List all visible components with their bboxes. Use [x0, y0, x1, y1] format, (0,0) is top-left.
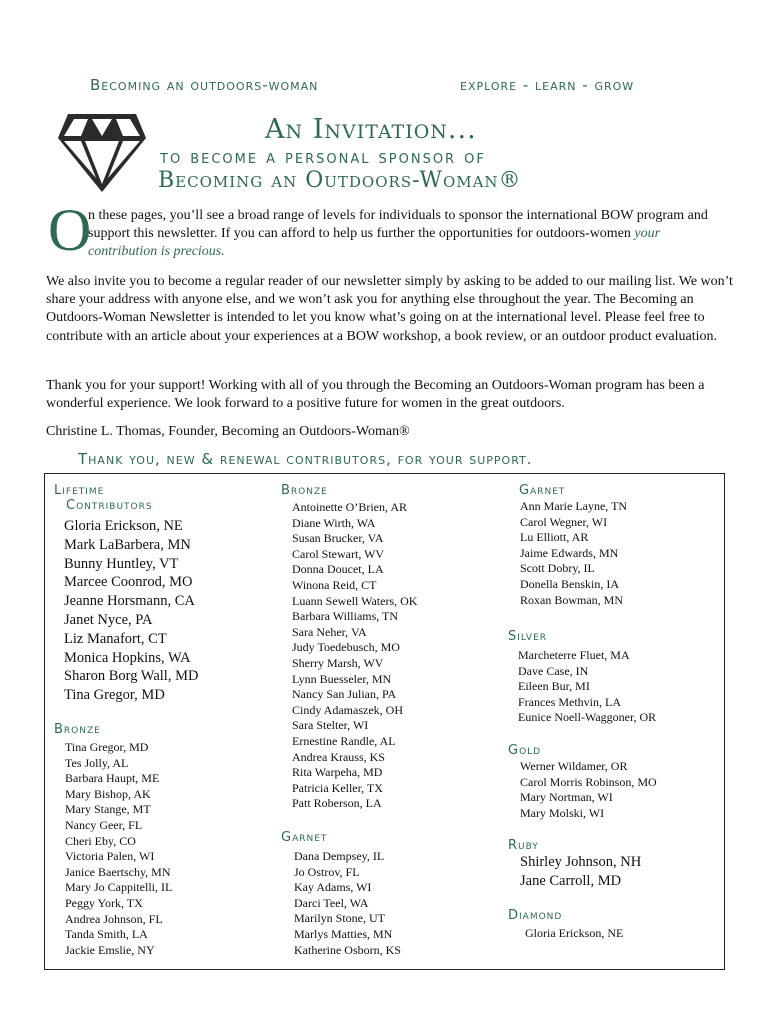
garnet-right-section	[519, 483, 627, 608]
contributor-name: Ernestine Randle, AL	[292, 733, 396, 748]
contributor-name: Sara Neher, VA	[292, 624, 367, 639]
intro-emphasis: your contribution is precious.	[88, 226, 661, 259]
contributor-name: Kay Adams, WI	[294, 880, 372, 895]
contributor-name: Eileen Bur, MI	[518, 679, 590, 694]
contributor-name: Werner Wildamer, OR	[520, 759, 628, 773]
contributor-name: Cheri Eby, CO	[65, 833, 136, 848]
section-title-lifetime: Lifetime	[54, 483, 105, 498]
contributor-name: Dave Case, IN	[518, 663, 589, 678]
contributor-name: Monica Hopkins, WA	[64, 649, 191, 666]
page-title: An Invitation...	[265, 114, 477, 145]
contributor-name: Cindy Adamaszek, OH	[292, 702, 403, 717]
contributor-name: Marcee Coonrod, MO	[64, 574, 193, 591]
contributor-name: Lynn Buesseler, MN	[292, 671, 392, 686]
contributor-name: Marlys Matties, MN	[294, 926, 393, 941]
contributor-name: Gloria Erickson, NE	[525, 926, 624, 940]
section-title-bronze: Bronze	[281, 483, 328, 498]
contributor-name: Jackie Emslie, NY	[65, 942, 155, 957]
signature-line: Christine L. Thomas, Founder, Becoming an Outdoors-Woman®	[46, 424, 410, 439]
contributor-name: Donella Benskin, IA	[520, 576, 619, 591]
contributor-name: Nancy San Julian, PA	[292, 687, 397, 702]
contributor-name: Jane Carroll, MD	[520, 872, 622, 889]
contributor-name: Judy Toedebusch, MO	[292, 640, 400, 655]
contributors-box	[44, 473, 725, 970]
contributor-name: Nancy Geer, FL	[65, 817, 143, 832]
gold-section	[508, 743, 657, 821]
contributor-name: Jeanne Horsmann, CA	[64, 593, 195, 610]
contributor-name: Patt Roberson, LA	[292, 796, 382, 811]
contributor-name: Marcheterre Fluet, MA	[518, 648, 630, 662]
contributor-name: Mary Molski, WI	[520, 805, 605, 820]
diamond-icon	[56, 112, 148, 194]
contributor-name: Barbara Haupt, ME	[65, 771, 160, 786]
drop-cap: O	[48, 197, 92, 263]
contributor-name: Andrea Krauss, KS	[292, 749, 385, 764]
contributor-name: Dana Dempsey, IL	[294, 849, 385, 863]
contributor-name: Janet Nyce, PA	[64, 611, 153, 628]
contributor-name: Liz Manafort, CT	[64, 630, 167, 647]
contributor-name: Tes Jolly, AL	[65, 755, 129, 770]
contributor-name: Carol Stewart, WV	[292, 546, 385, 561]
contributor-name: Jaime Edwards, MN	[520, 545, 619, 560]
lifetime-list	[64, 517, 198, 705]
diamond-section	[508, 908, 623, 942]
contributor-name: Jo Ostrov, FL	[294, 864, 360, 879]
section-title-gold: Gold	[508, 743, 542, 758]
bronze-mid-section	[281, 483, 417, 812]
contributor-name: Tina Gregor, MD	[65, 740, 149, 754]
contributor-name: Tina Gregor, MD	[64, 687, 165, 704]
ruby-list	[520, 853, 641, 891]
header-tagline: explore - learn - grow	[460, 76, 635, 94]
bronze-left-list	[65, 740, 172, 958]
contributor-name: Mary Nortman, WI	[520, 790, 613, 805]
silver-section	[508, 629, 656, 726]
ruby-section	[508, 838, 641, 891]
section-title-bronze: Bronze	[54, 722, 101, 737]
contributor-name: Mary Jo Cappitelli, IL	[65, 880, 173, 895]
section-subtitle-contributors: Contributors	[66, 498, 153, 513]
section-title-garnet: Garnet	[281, 830, 328, 845]
contributor-name: Sharon Borg Wall, MD	[64, 668, 199, 685]
contributor-name: Sherry Marsh, WV	[292, 655, 384, 670]
contributors-heading: Thank you, new & renewal contributors, for your support.	[78, 450, 533, 468]
contributor-name: Diane Wirth, WA	[292, 515, 376, 530]
contributor-name: Tanda Smith, LA	[65, 927, 148, 942]
gold-list	[520, 759, 657, 821]
bronze-left-section	[54, 722, 172, 958]
section-title-silver: Silver	[508, 629, 548, 644]
section-title-garnet: Garnet	[519, 483, 566, 498]
contributor-name: Scott Dobry, IL	[520, 561, 595, 576]
contributor-name: Ann Marie Layne, TN	[520, 499, 628, 513]
contributor-name: Shirley Johnson, NH	[520, 854, 642, 870]
section-title-diamond: Diamond	[508, 908, 563, 923]
lifetime-section	[54, 483, 198, 705]
contributor-name: Susan Brucker, VA	[292, 531, 384, 546]
contributor-name: Carol Morris Robinson, MO	[520, 774, 657, 789]
contributor-name: Katherine Osborn, KS	[294, 942, 401, 957]
contributor-name: Carol Wegner, WI	[520, 514, 608, 529]
contributor-name: Marilyn Stone, UT	[294, 911, 385, 926]
contributor-name: Luann Sewell Waters, OK	[292, 593, 418, 608]
contributor-name: Patricia Keller, TX	[292, 780, 383, 795]
contributor-name: Sara Stelter, WI	[292, 718, 369, 733]
contributor-name: Bunny Huntley, VT	[64, 555, 179, 572]
section-title-ruby: Ruby	[508, 838, 539, 853]
contributor-name: Eunice Noell-Waggoner, OR	[518, 710, 657, 725]
thank-you-paragraph: Thank you for your support! Working with all of you through the Becoming an Outdoors-Woman program has been a wonderful experience. We look forward to a positive future for women in the great outdoors.	[46, 378, 705, 412]
contributor-name: Rita Warpeha, MD	[292, 765, 383, 780]
contributor-name: Barbara Williams, TN	[292, 609, 399, 624]
contributor-name: Darci Teel, WA	[294, 895, 369, 910]
contributor-name: Gloria Erickson, NE	[64, 518, 183, 534]
contributor-name: Lu Elliott, AR	[520, 530, 589, 545]
program-title: Becoming an Outdoors-Woman®	[158, 168, 522, 193]
contributor-name: Frances Methvin, LA	[518, 694, 621, 709]
newsletter-paragraph: We also invite you to become a regular reader of our newsletter simply by asking to be added to our mailing list. We won’t share your address with anyone else, and we won’t ask you for anything else throughout the year. The Becoming an Outdoors-Woman Newsletter is intended to let you know what’s going on at the international level. Please feel free to contribute with an article about your experiences at a BOW workshop, a book review, or an outdoor product evaluation.	[46, 274, 733, 344]
intro-text: n these pages, you’ll see a broad range of levels for individuals to sponsor the international BOW program and support this newsletter. If you can afford to help us further the opportunities for outdoors-women	[88, 208, 708, 241]
contributor-name: Mark LaBarbera, MN	[64, 536, 191, 553]
garnet-right-list	[520, 499, 627, 608]
contributor-name: Victoria Palen, WI	[65, 849, 155, 864]
bronze-mid-list	[292, 500, 417, 812]
contributor-name: Roxan Bowman, MN	[520, 592, 623, 607]
silver-list	[518, 648, 656, 726]
contributor-name: Janice Baertschy, MN	[65, 864, 171, 879]
header-program-name: Becoming an outdoors-woman	[90, 76, 319, 94]
contributor-name: Peggy York, TX	[65, 895, 143, 910]
contributor-name: Winona Reid, CT	[292, 577, 377, 592]
contributor-name: Andrea Johnson, FL	[65, 911, 163, 926]
garnet-mid-section	[281, 830, 401, 958]
contributor-name: Mary Stange, MT	[65, 802, 151, 817]
contributor-name: Donna Doucet, LA	[292, 562, 384, 577]
contributor-name: Mary Bishop, AK	[65, 786, 151, 801]
page-subtitle: to become a personal sponsor of	[160, 146, 486, 168]
diamond-list	[525, 926, 623, 942]
contributor-name: Antoinette O’Brien, AR	[292, 500, 407, 514]
garnet-mid-list	[294, 849, 401, 958]
intro-paragraph	[88, 207, 708, 261]
